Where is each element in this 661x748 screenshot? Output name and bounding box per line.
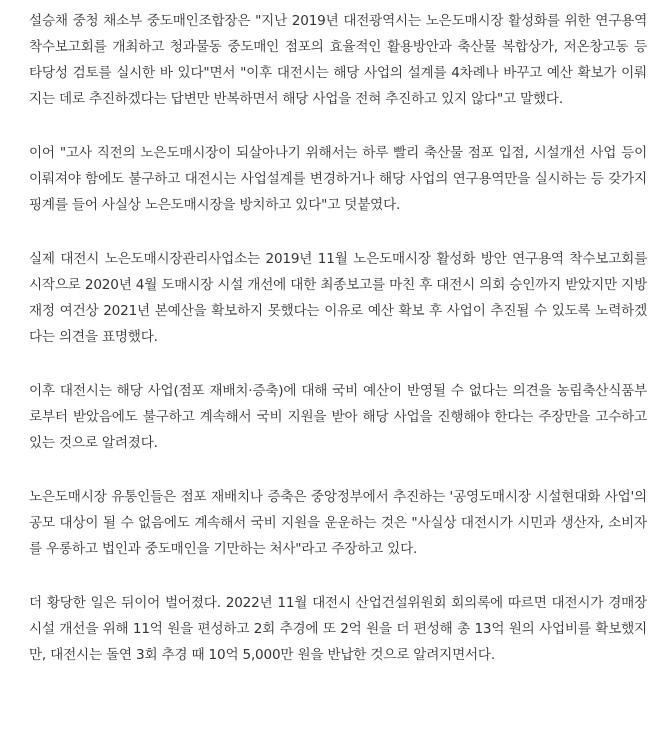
article-paragraph-1: 설승채 중청 채소부 중도매인조합장은 "지난 2019년 대전광역시는 노은도매시장 활성화를 위한 연구용역 착수보고회를 개최하고 청과물동 중도매인 점포의 효율적인 활용방안과 축산물 복합상가, 저온창고동 등 타당성 검토를 실시한 바 있다"면서 "이후 대전시는 해당 사업의 설계를 4차례나 바꾸고 예산 확보가 이뤄지는 데로 추진하겠다는 답변만 반복하면서 해당 사업을 전혀 추진하고 있지 않다"고 말했다. xyxy=(29,13,647,107)
article-paragraph-5: 노은도매시장 유통인들은 점포 재배치나 증축은 중앙정부에서 추진하는 '공영도매시장 시설현대화 사업'의 공모 대상이 될 수 없음에도 계속해서 국비 지원을 운운하는 것은 "사실상 대전시가 시민과 생산자, 소비자를 우롱하고 법인과 중도매인을 기만하는 처사"라고 주장하고 있다. xyxy=(29,489,647,557)
article-paragraph-3: 실제 대전시 노은도매시장관리사업소는 2019년 11월 노은도매시장 활성화 방안 연구용역 착수보고회를 시작으로 2020년 4월 도매시장 시설 개선에 대한 최종보고를 마친 후 대전시 의회 승인까지 받았지만 지방재정 여건상 2021년 본예산을 확보하지 못했다는 이유로 예산 확보 후 사업이 추진될 수 있도록 노력하겠다는 의견을 표명했다. xyxy=(29,251,647,345)
article-paragraph-4: 이후 대전시는 해당 사업(점포 재배치·증축)에 대해 국비 예산이 반영될 수 없다는 의견을 농림축산식품부로부터 받았음에도 불구하고 계속해서 국비 지원을 받아 해당 사업을 진행해야 한다는 주장만을 고수하고 있는 것으로 알려졌다. xyxy=(29,383,647,451)
article-paragraph-2: 이어 "고사 직전의 노은도매시장이 되살아나기 위해서는 하루 빨리 축산물 점포 입점, 시설개선 사업 등이 이뤄져야 함에도 불구하고 대전시는 사업설계를 변경하거나 해당 사업의 연구용역만을 실시하는 등 갖가지 핑계를 들어 사실상 노은도매시장을 방치하고 있다"고 덧붙였다. xyxy=(29,145,647,213)
article-paragraph-6: 더 황당한 일은 뒤이어 벌어졌다. 2022년 11월 대전시 산업건설위원회 회의록에 따르면 대전시가 경매장 시설 개선을 위해 11억 원을 편성하고 2회 추경에 또 2억 원을 더 편성해 총 13억 원의 사업비를 확보했지만, 대전시는 돌연 3회 추경 때 10억 5,000만 원을 반납한 것으로 알려지면서다. xyxy=(29,595,647,663)
